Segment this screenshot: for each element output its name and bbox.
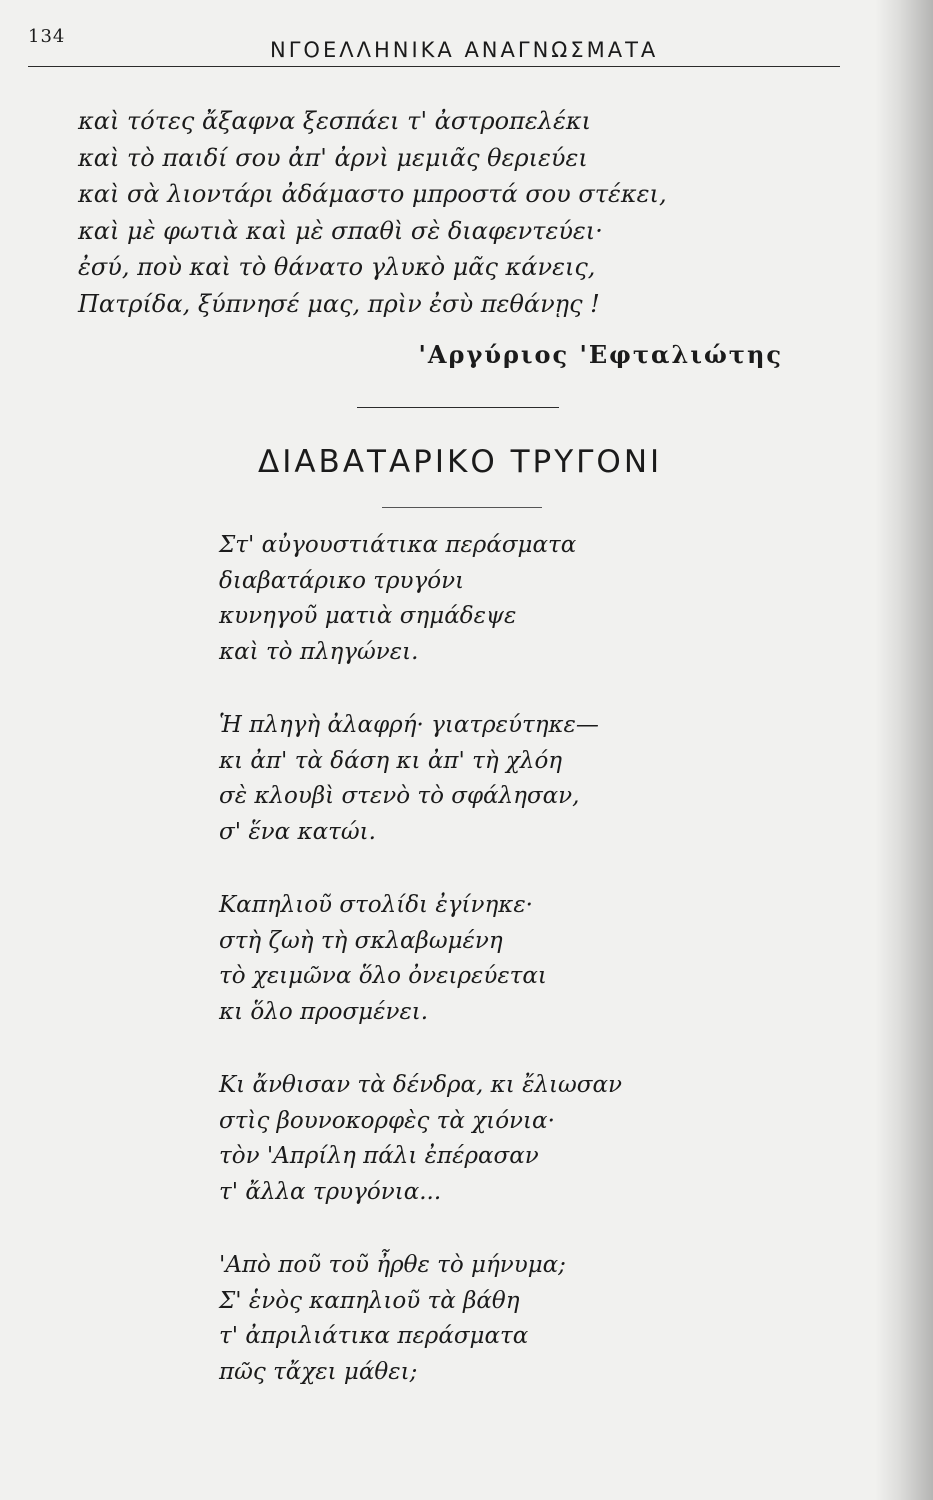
poem-line: ἐσύ, ποὺ καὶ τὸ θάνατο γλυκὸ μᾶς κάνεις,: [78, 253, 596, 281]
previous-poem-ending: [78, 103, 778, 322]
header-rule: [28, 66, 840, 67]
poem-line: διαβατάρικο τρυγόνι: [219, 567, 465, 594]
poem-line: σὲ κλουβὶ στενὸ τὸ σφάλησαν,: [219, 783, 580, 809]
stanza: [219, 1068, 739, 1210]
poem-line: Καπηλιοῦ στολίδι ἐγίνηκε·: [219, 892, 533, 918]
poem-line: τ' ἀπριλιάτικα περάσματα: [219, 1323, 529, 1349]
poem-line: καὶ τὸ παιδί σου ἀπ' ἀρνὶ μεμιᾶς θεριεύει: [78, 143, 588, 172]
poem-line: Ἡ πληγὴ ἀλαφρή· γιατρεύτηκε—: [219, 712, 599, 738]
poem-line: τὸν 'Απρίλη πάλι ἐπέρασαν: [219, 1143, 539, 1169]
gutter-shadow: [875, 0, 933, 1500]
title-underline: [382, 507, 542, 508]
poem-body: [219, 528, 739, 1428]
poem-line: 'Απὸ ποῦ τοῦ ἦρθε τὸ μήνυμα;: [219, 1252, 566, 1278]
poem-line: καὶ τότες ἄξαφνα ξεσπάει τ' ἀστροπελέκι: [78, 107, 591, 135]
poem-line: τὸ χειμῶνα ὅλο ὀνειρεύεται: [219, 963, 547, 989]
poem-line: στὶς βουνοκορφὲς τὰ χιόνια·: [219, 1107, 555, 1134]
poem-line: Στ' αὐγουστιάτικα περάσματα: [219, 532, 577, 558]
poem-line: Κι ἄνθισαν τὰ δένδρα, κι ἔλιωσαν: [219, 1072, 622, 1098]
poem-line: τ' ἄλλα τρυγόνια...: [219, 1178, 442, 1205]
poem-line: κυνηγοῦ ματιὰ σημάδεψε: [219, 603, 517, 629]
poem-line: Πατρίδα, ξύπνησέ μας, πρὶν ἐσὺ πεθάνῃς !: [78, 289, 600, 318]
poem-line: Σ' ἑνὸς καπηλιοῦ τὰ βάθη: [219, 1287, 520, 1314]
poem-line: πῶς τἄχει μάθει;: [219, 1358, 418, 1385]
stanza: [219, 888, 739, 1030]
author-attribution: 'Αργύριος 'Εφταλιώτης: [418, 340, 783, 369]
poem-line: σ' ἕνα κατώι.: [219, 818, 376, 845]
poem-title: ΔΙΑΒΑΤΑΡΙΚΟ ΤΡΥΓΟΝΙ: [258, 444, 663, 480]
section-divider: [357, 407, 559, 408]
poem-line: καὶ μὲ φωτιὰ καὶ μὲ σπαθὶ σὲ διαφεντεύει·: [78, 216, 603, 245]
poem-line: στὴ ζωὴ τὴ σκλαβωμένη: [219, 927, 503, 954]
poem-line: καὶ τὸ πληγώνει.: [219, 638, 419, 665]
page-number: 134: [28, 26, 66, 47]
running-title: ΝΓΟΕΛΛΗΝΙΚΑ ΑΝΑΓΝΩΣΜΑΤΑ: [270, 38, 659, 62]
poem-line: κι ὅλο προσμένει.: [219, 998, 429, 1025]
stanza: [219, 528, 739, 670]
stanza: [219, 708, 739, 850]
poem-line: καὶ σὰ λιοντάρι ἀδάμαστο μπροστά σου στέκει,: [78, 180, 667, 208]
stanza: [219, 1248, 739, 1390]
poem-line: κι ἀπ' τὰ δάση κι ἀπ' τὴ χλόη: [219, 747, 563, 774]
